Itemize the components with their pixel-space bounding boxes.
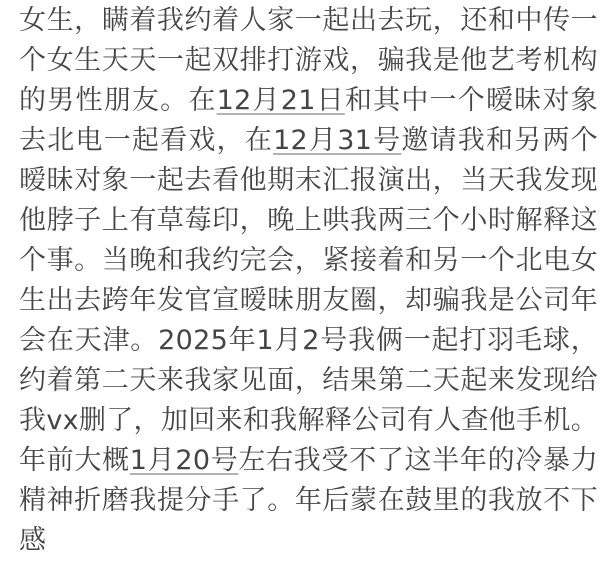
date-link-jan-20[interactable]: 1月20号	[129, 445, 239, 476]
text-segment: 左右我受不了这半年的冷暴力精神折磨我提分手了。年后蒙在鼓里的我放不下感	[19, 445, 598, 556]
date-link-dec-21[interactable]: 12月21日	[216, 85, 345, 116]
text-segment: 和其中一个暧昧对象去北电一起看戏，在	[19, 85, 598, 156]
text-segment: 女生，瞒着我约着人家一起出去玩，还和中传一个女生天天一起双排打游戏，骗我是他艺考机构的男性朋友。在	[19, 5, 598, 116]
date-link-dec-31[interactable]: 12月31号	[273, 125, 402, 156]
text-segment: 邀请我和另两个暧昧对象一起去看他期末汇报演出，当天我发现他脖子上有草莓印，晚上哄我两三个小时解释这个事。当晚和我约完会，紧接着和另一个北电女生出去跨年发官宣暧昧朋友圈，却骗我是公司年会在天津。2025年1月2号我俩一起打羽毛球，约着第二天来我家见面，结果第二天起来发现给我vx删了，加回来和我解释公司有人查他手机。年前大概	[19, 125, 598, 476]
